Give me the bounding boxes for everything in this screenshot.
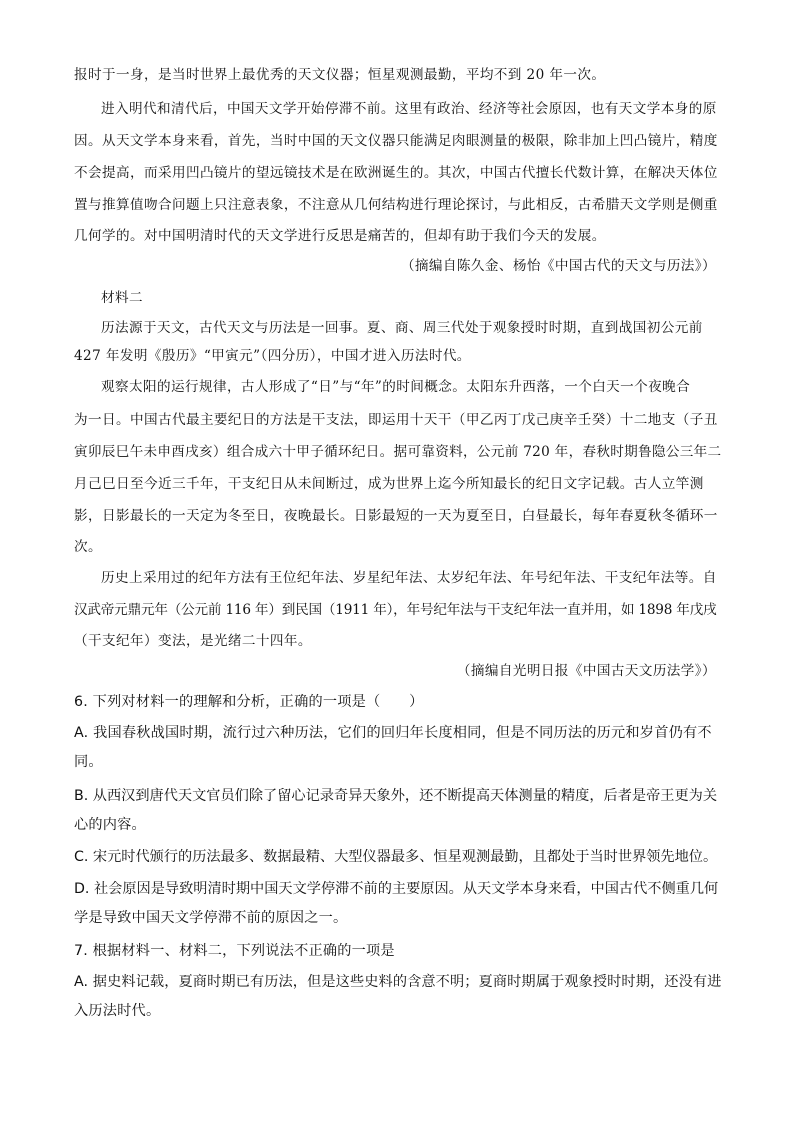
question6-stem: 6. 下列对材料一的理解和分析，正确的一项是（ ） xyxy=(74,694,424,710)
question6-option-c: C. 宋元时代颁行的历法最多、数据最精、大型仪器最多、恒星观测最勤，且都处于当时世界领先地位。 xyxy=(74,849,718,865)
material2-p2-line: 为一日。中国古代最主要纪日的方法是干支法，即运用十天干（甲乙丙丁戊己庚辛壬癸）十二地支（子丑 xyxy=(74,412,718,428)
material1-p2-line: 不会提高，而采用凹凸镜片的望远镜技术是在欧洲诞生的。其次，中国古代擅长代数计算，在解决天体位 xyxy=(74,165,718,181)
question6-option-a: A. 我国春秋战国时期，流行过六种历法，它们的回归年长度相同，但是不同历法的历元和岁首仍有不 xyxy=(74,725,712,741)
material2-p2-line: 观察太阳的运行规律，古人形成了“日”与“年”的时间概念。太阳东升西落，一个白天一个夜晚合 xyxy=(101,379,691,395)
material2-p1-line: 427 年发明《殷历》“甲寅元”（四分历），中国才进入历法时代。 xyxy=(74,348,471,364)
material1-p2-line: 因。从天文学本身来看，首先，当时中国的天文仪器只能满足肉眼测量的极限，除非加上凹凸镜片，精度 xyxy=(74,133,718,149)
material2-p3-line: 汉武帝元鼎元年（公元前 116 年）到民国（1911 年），年号纪年法与干支纪年法一直并用，如 1898 年戊戌 xyxy=(74,602,717,618)
material2-p2-line: 月己巳日至今近三千年，干支纪日从未间断过，成为世界上迄今所知最长的纪日文字记载。古人立竿测 xyxy=(74,476,704,492)
material2-p2-line: 次。 xyxy=(74,539,102,555)
material2-p2-line: 影，日影最长的一天定为冬至日，夜晚最长。日影最短的一天为夏至日，白昼最长，每年春夏秋冬循环一 xyxy=(74,508,718,524)
question6-option-d-cont: 学是导致中国天文学停滞不前的原因之一。 xyxy=(74,910,348,926)
question6-option-a-cont: 同。 xyxy=(74,754,103,770)
material2-p3-line: （干支纪年）变法，是光绪二十四年。 xyxy=(74,633,312,649)
question6-option-b-cont: 心的内容。 xyxy=(74,817,146,833)
material2-p2-line: 寅卯辰巳午未申酉戌亥）组合成六十甲子循环纪日。据可靠资料，公元前 720 年，春秋时期鲁隐公三年二 xyxy=(74,444,722,460)
material2-source: （摘编自光明日报《中国古天文历法学》） xyxy=(456,663,716,679)
material2-heading: 材料二 xyxy=(101,290,143,306)
material2-p1-line: 历法源于天文，古代天文与历法是一回事。夏、商、周三代处于观象授时时期，直到战国初公元前 xyxy=(101,320,703,336)
question6-option-b: B. 从西汉到唐代天文官员们除了留心记录奇异天象外，还不断提高天体测量的精度，后者是帝王更为关 xyxy=(74,788,718,804)
question7-option-a: A. 据史料记载，夏商时期已有历法，但是这些史料的含意不明；夏商时期属于观象授时时期，还没有进 xyxy=(74,974,722,990)
material2-p3-line: 历史上采用过的纪年方法有王位纪年法、岁星纪年法、太岁纪年法、年号纪年法、干支纪年法等。自 xyxy=(101,570,717,586)
material1-source: （摘编自陈久金、杨怡《中国古代的天文与历法》） xyxy=(400,258,716,274)
material1-tail-line: 报时于一身，是当时世界上最优秀的天文仪器；恒星观测最勤，平均不到 20 年一次。 xyxy=(74,67,606,83)
material1-p2-line: 几何学的。对中国明清时代的天文学进行反思是痛苦的，但却有助于我们今天的发展。 xyxy=(74,228,606,244)
material1-p2-line: 置与推算值吻合问题上只注意表象，不注意从几何结构进行理论探讨，与此相反，古希腊天文学则是侧重 xyxy=(74,197,718,213)
question7-stem: 7. 根据材料一、材料二，下列说法不正确的一项是 xyxy=(74,943,395,959)
question6-option-d: D. 社会原因是导致明清时期中国天文学停滞不前的主要原因。从天文学本身来看，中国古代不侧重几何 xyxy=(74,881,719,897)
question7-option-a-cont: 入历法时代。 xyxy=(74,1003,161,1019)
material1-p2-line: 进入明代和清代后，中国天文学开始停滞不前。这里有政治、经济等社会原因，也有天文学本身的原 xyxy=(101,101,717,117)
